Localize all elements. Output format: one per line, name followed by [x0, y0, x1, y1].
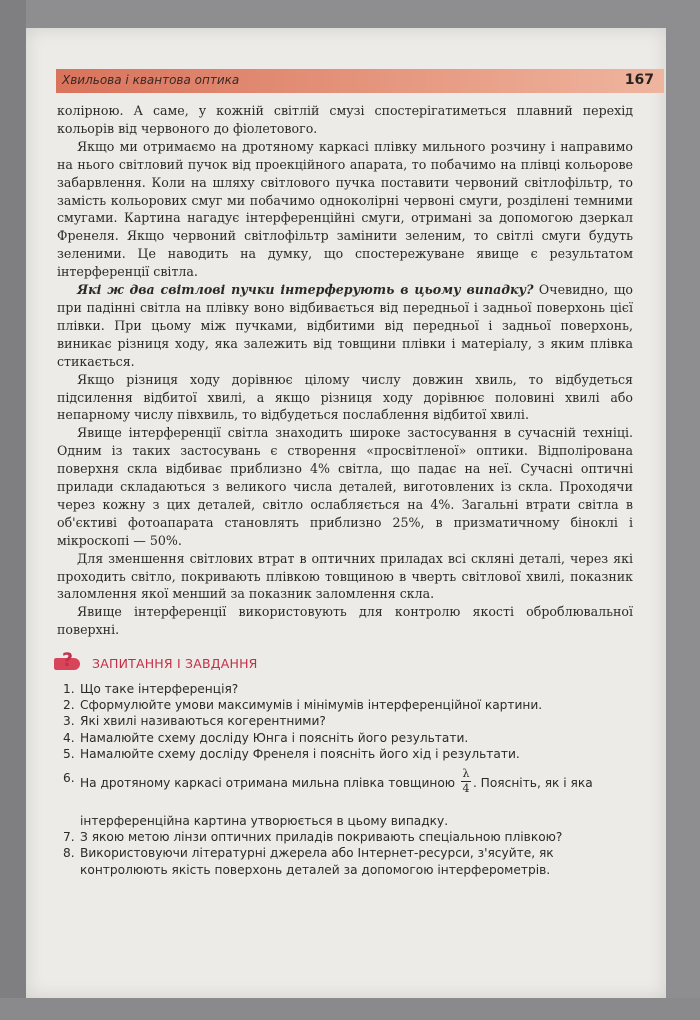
scan-margin-bottom — [0, 998, 700, 1020]
task-number: 4. — [63, 730, 75, 745]
task-list — [63, 681, 633, 878]
paragraph: Для зменшення світлових втрат в оптичних приладах всі скляні деталі, через які проходить світло, покривають плівкою товщиною в чверть світлової хвилі, показник заломлення якої менший за показник заломлення скла. — [57, 550, 633, 602]
task-number: 6. — [63, 771, 75, 786]
paragraph: Явище інтерференції використовують для контролю якості оброблювальної поверхні. — [57, 604, 633, 638]
task-text-continuation: інтерференційна картина утворюється в цьому випадку. — [80, 814, 449, 829]
task-text: З якою метою лінзи оптичних приладів покривають спеціальною плівкою? — [80, 830, 563, 845]
running-header-title: Хвильова і квантова оптика — [62, 73, 240, 87]
task-text: Намалюйте схему досліду Френеля і поясніть його хід і результати. — [80, 746, 520, 761]
task-number: 2. — [63, 698, 75, 713]
fraction-numerator: λ — [462, 767, 470, 781]
question-bubble-icon: ? — [52, 652, 86, 674]
list-item — [63, 697, 633, 713]
task-text: Намалюйте схему досліду Юнга і поясніть його результати. — [80, 730, 469, 745]
scan-margin-left — [0, 0, 26, 1020]
question-lead: Які ж два світлові пучки інтерферують в цьому випадку? — [77, 282, 534, 298]
task-text: Використовуючи літературні джерела або Інтернет-ресурси, з'ясуйте, як контролюють якість поверхонь деталей за допомогою інтерферометрів. — [80, 846, 554, 877]
task-text: Сформулюйте умови максимумів і мінімумів інтерференційної картини. — [80, 698, 543, 713]
list-item — [63, 730, 633, 746]
list-item — [63, 713, 633, 729]
paragraph: Якщо різниця ходу дорівнює цілому числу довжин хвиль, то відбудеться підсилення відбитої хвилі, а якщо різниця ходу дорівнює половині хвилі або непарному числу півхвиль, то відбудеться послаблення відбитої хвилі. — [57, 371, 633, 423]
task-text: . Поясніть, як і яка — [472, 776, 593, 791]
task-number: 5. — [63, 746, 75, 761]
paragraph — [57, 281, 633, 371]
task-text: На дротяному каркасі отримана мильна плівка товщиною — [80, 776, 456, 791]
task-text: Що таке інтерференція? — [80, 682, 239, 696]
paragraph: колірною. А саме, у кожній світлій смузі спостерігатиметься плавний перехід кольорів від червоного до фіолетового. — [57, 103, 633, 136]
paragraph-text: Очевидно, що при падінні світла на плівку воно відбивається від передньої і задньої поверхонь цієї плівки. При цьому між пучками, відбитими від передньої і задньої поверхонь, виникає різниця ходу, яка залежить від товщини плівки і матеріалу, з яким плівка стикається. — [57, 282, 633, 369]
list-item — [63, 845, 633, 877]
list-item — [63, 681, 633, 697]
task-number: 3. — [63, 714, 75, 729]
list-item — [63, 767, 633, 829]
section-heading — [52, 649, 258, 674]
fraction-denominator: 4 — [462, 782, 470, 796]
task-number: 8. — [63, 846, 75, 861]
fraction — [461, 768, 471, 795]
list-item — [63, 746, 633, 762]
task-text: Які хвилі називаються когерентними? — [80, 714, 326, 729]
list-item — [63, 829, 633, 845]
paragraph: Якщо ми отримаємо на дротяному каркасі плівку мильного розчину і направимо на нього світловий пучок від проекційного апарата, то побачимо на плівці кольорове забарвлення. Коли на шляху світлового пучка поставити червоний світлофільтр, то замість кольорових смуг ми побачимо одноколірні червоні смуги, розділені темними смугами. Картина нагадує інтерференційні смуги, отримані за допомогою дзеркал Френеля. Якщо червоний світлофільтр замінити зеленим, то світлі смуги будуть зеленими. Це наводить на думку, що спостережуване явище є результатом інтерференції світла. — [57, 138, 633, 280]
page-number: 167 — [624, 72, 654, 88]
paragraph: Явище інтерференції світла знаходить широке застосування в сучасній техніці. Одним із таких застосувань є створення «просвітленої» оптики. Відполірована поверхня скла відбиває приблизно 4% світла, що падає на неї. Сучасні оптичні прилади складаються з великого числа деталей, виготовлених із скла. Проходячи через кожну з цих деталей, світло ослабляється на 4%. Загальні втрати світла в об'єктиві фотоапарата становлять приблизно 25%, в призматичному біноклі і мікроскопі — 50%. — [57, 425, 633, 548]
section-title: ЗАПИТАННЯ І ЗАВДАННЯ — [92, 655, 258, 671]
body-text — [57, 102, 633, 639]
task-number: 1. — [63, 682, 75, 696]
task-number: 7. — [63, 830, 75, 845]
